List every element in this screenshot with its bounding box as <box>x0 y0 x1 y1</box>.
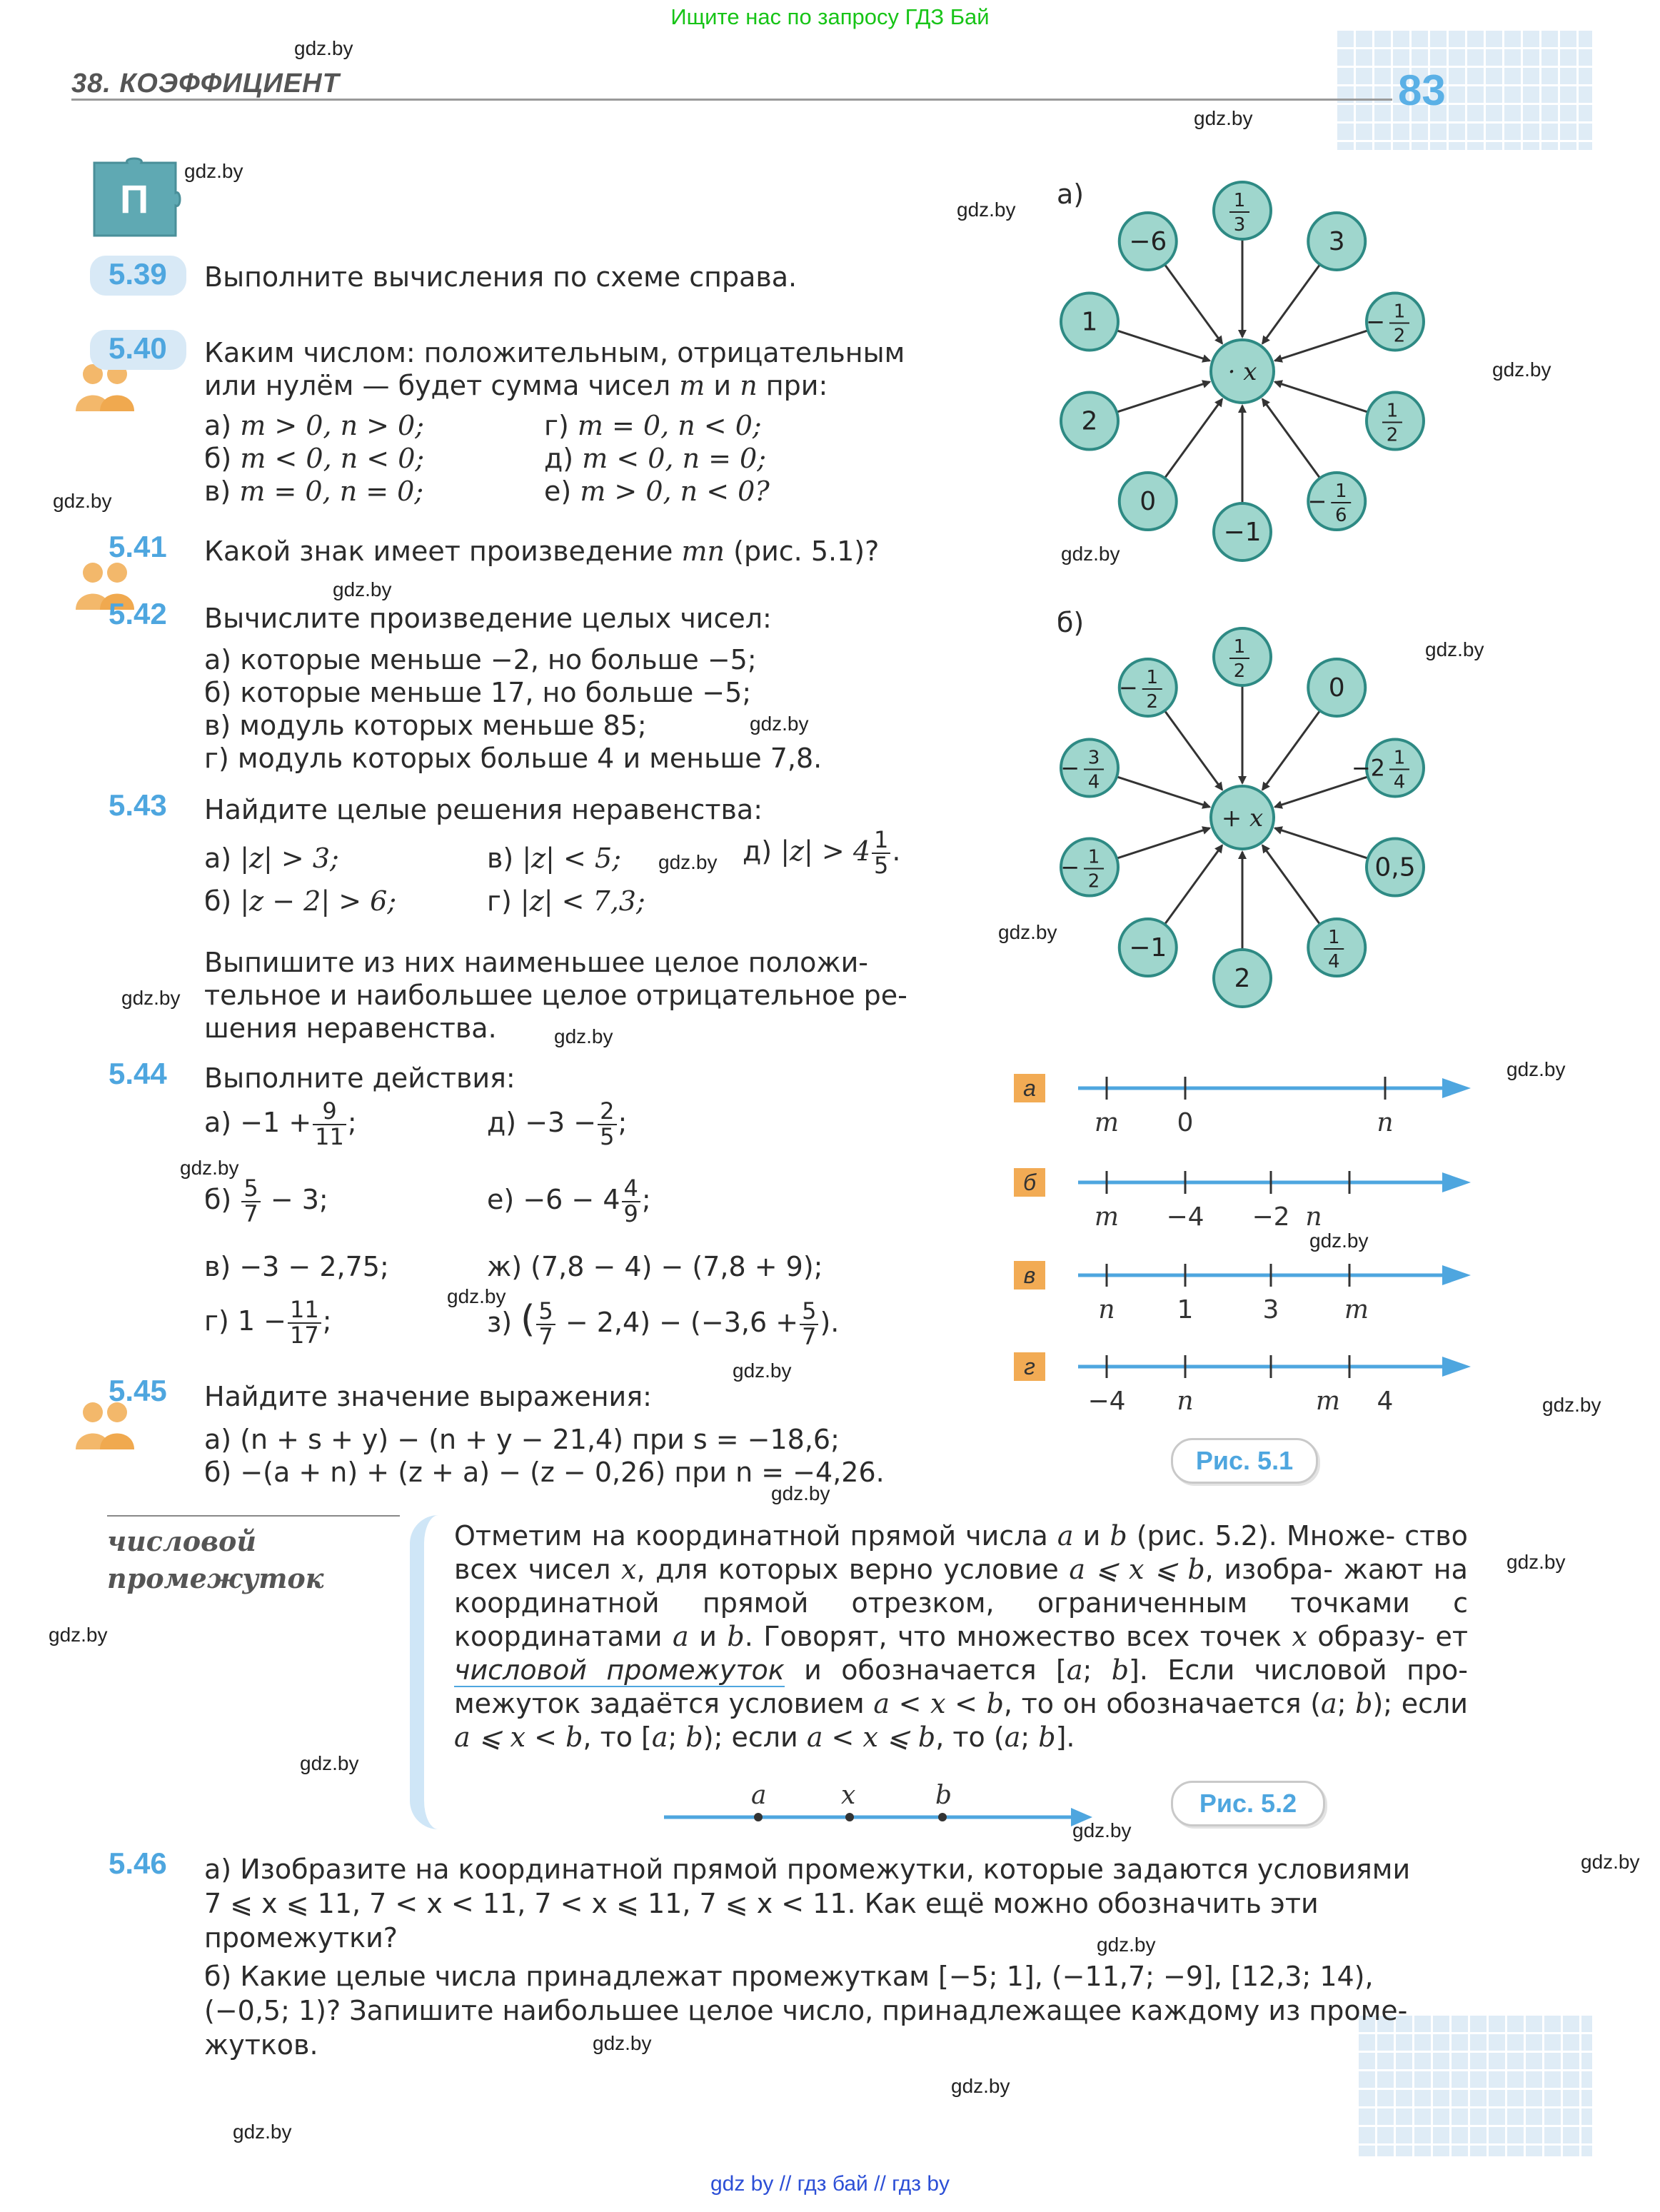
scheme-node <box>1061 393 1118 450</box>
number-line <box>1014 1352 1471 1416</box>
watermark: gdz.by <box>1492 358 1551 381</box>
watermark: gdz.by <box>771 1482 830 1504</box>
scheme-arrow <box>1275 331 1368 361</box>
svg-text:1: 1 <box>1233 636 1246 658</box>
watermark: gdz.by <box>998 921 1057 943</box>
inequality-item: г) |z| < 7,3; <box>487 885 645 917</box>
scheme-arrow <box>1275 382 1368 412</box>
svg-text:4: 4 <box>1087 771 1100 793</box>
watermark: gdz.by <box>951 2075 1010 2097</box>
watermark: gdz.by <box>1425 638 1484 660</box>
tick-label: m <box>1315 1387 1341 1416</box>
scheme-node <box>1367 839 1424 896</box>
svg-text:1: 1 <box>1081 307 1098 337</box>
number-line <box>1014 1168 1471 1232</box>
svg-text:2: 2 <box>1386 424 1399 446</box>
tick-label: 0 <box>1177 1108 1194 1137</box>
condition-item: е) m > 0, n < 0? <box>544 476 770 507</box>
watermark: gdz.by <box>1581 1851 1640 1873</box>
scheme-node <box>1308 213 1365 270</box>
definition-text: Отметим на координатной прямой числа a и b (рис. 5.2). Множе- ство всех чисел x, для которых верно условие a ⩽ x ⩽ b, изобра- жают на координатной прямой отрезком, ограниченным точками с координатами a и b. Говорят, что множество всех точек x образу- ет числовой промежуток и обозначается [a; b]. Если числовой про- межуток задаётся условием a < x < b, то он обозначается (a; b); если a ⩽ x < b, то [a; b); если a < x ⩽ b, то (a; b]. <box>454 1520 1468 1753</box>
condition-item: в) m = 0, n = 0; <box>204 476 424 507</box>
tick-label: n <box>1377 1108 1394 1137</box>
scheme-arrow <box>1117 777 1209 807</box>
svg-text:1: 1 <box>1233 190 1246 211</box>
page-number: 83 <box>1398 66 1446 114</box>
puzzle-badge-icon <box>89 157 181 241</box>
svg-text:2: 2 <box>1234 964 1251 993</box>
task-text: а) Изобразите на координатной прямой промежутки, которые задаются условиями <box>204 1854 1411 1885</box>
task-text: б) Какие целые числа принадлежат промежуткам [−5; 1], (−11,7; −9], [12,3; 14), <box>204 1961 1374 1992</box>
condition-item: в) модуль которых меньше 85; <box>204 710 647 741</box>
svg-text:2: 2 <box>1233 660 1246 682</box>
tick-label: 3 <box>1262 1295 1279 1324</box>
task-number: 5.41 <box>109 530 167 563</box>
point-x-label: x <box>841 1781 856 1810</box>
expression-item: з) ( $\frac{5}{7}$ − 2,4) − (−3,6 + $\frac{5}{7}$ ). <box>487 1297 840 1350</box>
tick-label: −4 <box>1087 1387 1126 1416</box>
watermark: gdz.by <box>1194 107 1253 129</box>
task-number: 5.40 <box>109 331 167 365</box>
tick-label: −4 <box>1166 1202 1204 1232</box>
svg-text:+ x: + x <box>1221 804 1264 833</box>
scheme-node <box>1120 213 1177 270</box>
corner-grid-top <box>1335 29 1592 150</box>
task-number: 5.42 <box>109 597 167 630</box>
scheme-node <box>1308 919 1365 976</box>
number-line-label: а <box>1023 1075 1036 1101</box>
svg-text:1: 1 <box>1146 666 1159 688</box>
scheme-arrow <box>1164 399 1222 478</box>
tick-label: n <box>1305 1202 1322 1232</box>
svg-text:1: 1 <box>1393 301 1406 323</box>
top-banner: Ищите нас по запросу ГДЗ Бай <box>670 4 990 29</box>
condition-item: д) m < 0, n = 0; <box>544 443 767 474</box>
watermark: gdz.by <box>957 198 1016 221</box>
svg-text:3: 3 <box>1328 226 1345 256</box>
condition-item: б) m < 0, n < 0; <box>204 443 425 474</box>
scheme-node <box>1060 839 1118 896</box>
number-line <box>1014 1261 1471 1324</box>
task-number: 5.43 <box>109 788 167 822</box>
svg-text:6: 6 <box>1334 505 1347 527</box>
scheme-arrow <box>1117 382 1209 412</box>
number-line-label: в <box>1023 1262 1036 1288</box>
svg-text:2: 2 <box>1081 406 1098 436</box>
scheme-node <box>1366 293 1424 350</box>
figure-5-1 <box>1014 1064 1485 1435</box>
task-text: Найдите значение выражения: <box>204 1381 652 1412</box>
scheme-arrow <box>1164 845 1222 925</box>
watermark: gdz.by <box>233 2121 292 2143</box>
task-number: 5.44 <box>109 1057 167 1090</box>
scheme-center <box>1211 786 1274 849</box>
task-number: 5.46 <box>109 1846 167 1880</box>
tick-label: 1 <box>1177 1295 1194 1324</box>
scheme-node <box>1307 473 1365 530</box>
tick-label: m <box>1094 1202 1120 1232</box>
sidebar-term: числовой промежуток <box>107 1525 324 1594</box>
svg-text:0: 0 <box>1328 673 1345 703</box>
scheme-arrow <box>1164 710 1222 790</box>
svg-text:1: 1 <box>1393 747 1406 769</box>
scheme-node <box>1119 659 1177 716</box>
task-text: жутков. <box>204 2029 318 2061</box>
scheme-label: б) <box>1057 607 1085 638</box>
watermark: gdz.by <box>294 37 353 59</box>
svg-text:2: 2 <box>1146 690 1159 713</box>
expression-item: б) −(a + n) + (z + a) − (z − 0,26) при n = −4,26. <box>204 1457 885 1488</box>
scheme-arrow <box>1275 828 1368 858</box>
svg-text:· x: · x <box>1227 358 1257 386</box>
svg-text:2: 2 <box>1087 870 1100 893</box>
watermark: gdz.by <box>53 490 112 512</box>
chapter-title: 38. КОЭФФИЦИЕНТ <box>71 69 340 99</box>
svg-text:−: − <box>1060 853 1080 881</box>
watermark: gdz.by <box>750 713 809 735</box>
svg-text:1: 1 <box>1334 481 1347 503</box>
task-text: тельное и наибольшее целое отрицательное ре- <box>204 980 907 1011</box>
task-text: (−0,5; 1)? Запишите наибольшее целое число, принадлежащее каждому из проме- <box>204 1995 1408 2026</box>
svg-text:1: 1 <box>1327 927 1340 949</box>
expression-item: а) (n + s + y) − (n + y − 21,4) при s = −18,6; <box>204 1424 840 1455</box>
scheme-node <box>1214 628 1271 685</box>
defined-term: числовой промежуток <box>454 1654 785 1686</box>
task-text: Выполните действия: <box>204 1062 515 1094</box>
scheme-arrow <box>1262 845 1320 925</box>
figure-caption-5-1: Рис. 5.1 <box>1171 1438 1318 1484</box>
task-text: промежутки? <box>204 1922 398 1954</box>
scheme-label: а) <box>1057 179 1085 210</box>
scheme-node <box>1061 293 1118 350</box>
scheme-node <box>1120 919 1177 976</box>
scheme-a <box>1042 157 1442 571</box>
scheme-arrow <box>1117 331 1209 361</box>
watermark: gdz.by <box>733 1359 792 1382</box>
number-line-label: г <box>1024 1354 1035 1379</box>
watermark: gdz.by <box>49 1624 108 1646</box>
tick-label: n <box>1098 1295 1115 1324</box>
scheme-node <box>1308 659 1365 716</box>
scheme-b <box>1042 603 1442 1017</box>
watermark: gdz.by <box>180 1157 239 1179</box>
watermark: gdz.by <box>1097 1934 1156 1956</box>
scheme-arrow <box>1164 264 1222 343</box>
svg-text:−2: −2 <box>1351 754 1385 782</box>
task-text: Выпишите из них наименьшее целое положи- <box>204 947 868 978</box>
number-line-label: б <box>1023 1170 1036 1195</box>
condition-item: г) модуль которых больше 4 и меньше 7,8. <box>204 743 823 774</box>
task-text: 7 ⩽ x ⩽ 11, 7 < x < 11, 7 < x ⩽ 11, 7 ⩽ x < 11. Как ещё можно обозначить эти <box>204 1888 1319 1919</box>
svg-text:4: 4 <box>1327 951 1340 973</box>
watermark: gdz.by <box>1072 1819 1132 1841</box>
expression-item: а) −1 + $\frac{9}{11}$ ; <box>204 1097 357 1150</box>
task-text: Какой знак имеет произведение mn (рис. 5.1)? <box>204 536 880 567</box>
tick-label: n <box>1177 1387 1194 1416</box>
scheme-node <box>1060 739 1118 796</box>
svg-text:−1: −1 <box>1223 518 1262 547</box>
figure-caption-5-2: Рис. 5.2 <box>1171 1781 1325 1826</box>
condition-item: а) m > 0, n > 0; <box>204 410 425 441</box>
watermark: gdz.by <box>447 1285 506 1307</box>
scheme-arrow <box>1262 710 1320 790</box>
watermark: gdz.by <box>1542 1394 1601 1416</box>
condition-item: б) которые меньше 17, но больше −5; <box>204 677 752 708</box>
tick-label: 4 <box>1377 1387 1394 1416</box>
inequality-item: б) |z − 2| > 6; <box>204 885 397 917</box>
svg-text:1: 1 <box>1386 400 1399 422</box>
svg-text:0,5: 0,5 <box>1374 853 1416 883</box>
expression-item: г) 1 − $\frac{11}{17}$ ; <box>204 1296 332 1349</box>
scheme-node <box>1367 393 1424 450</box>
task-text: Каким числом: положительным, отрицательным <box>204 337 905 368</box>
scheme-arrow <box>1262 399 1320 478</box>
point-b-label: b <box>935 1781 952 1810</box>
expression-item: в) −3 − 2,75; <box>204 1251 389 1282</box>
scheme-arrow <box>1117 828 1209 858</box>
watermark: gdz.by <box>1506 1058 1566 1080</box>
expression-item: е) −6 − 4 $\frac{4}{9}$ ; <box>487 1175 651 1227</box>
watermark: gdz.by <box>1309 1230 1369 1252</box>
point-a-label: a <box>751 1781 767 1810</box>
svg-text:0: 0 <box>1140 487 1157 517</box>
badge-letter: П <box>120 176 149 221</box>
tick-label: −2 <box>1252 1202 1290 1232</box>
scheme-node <box>1214 182 1271 239</box>
task-text: или нулём — будет сумма чисел m и n при: <box>204 370 828 401</box>
watermark: gdz.by <box>1506 1551 1566 1573</box>
corner-grid-bottom <box>1357 2014 1592 2156</box>
expression-item: б) $\frac{5}{7}$ − 3; <box>204 1175 328 1227</box>
scheme-node <box>1120 473 1177 530</box>
sidebar-rule <box>107 1515 400 1517</box>
inequality-item: д) |z| > 4 $\frac{1}{5}$ . <box>743 826 901 879</box>
watermark: gdz.by <box>593 2032 652 2054</box>
scheme-arrow <box>1262 264 1320 343</box>
task-text: Найдите целые решения неравенства: <box>204 794 763 825</box>
watermark: gdz.by <box>1061 543 1120 565</box>
scheme-node <box>1214 950 1271 1007</box>
task-text: шения неравенства. <box>204 1012 497 1044</box>
svg-text:−1: −1 <box>1129 933 1167 963</box>
svg-text:4: 4 <box>1393 771 1406 793</box>
svg-text:−: − <box>1307 488 1327 516</box>
task-number: 5.45 <box>109 1374 167 1407</box>
watermark: gdz.by <box>184 160 243 182</box>
watermark: gdz.by <box>658 851 718 873</box>
svg-text:3: 3 <box>1087 747 1100 769</box>
task-text: Выполните вычисления по схеме справа. <box>204 261 798 293</box>
svg-text:−: − <box>1060 754 1080 782</box>
inequality-item: а) |z| > 3; <box>204 843 339 874</box>
bottom-banner: gdz by // гдз бай // гдз by <box>710 2172 950 2196</box>
number-line <box>1014 1074 1471 1137</box>
task-number: 5.39 <box>109 257 167 291</box>
task-text: Вычислите произведение целых чисел: <box>204 603 772 634</box>
svg-text:3: 3 <box>1233 214 1246 236</box>
watermark: gdz.by <box>121 987 181 1009</box>
expression-item: д) −3 − $\frac{2}{5}$ ; <box>487 1097 628 1150</box>
svg-text:−: − <box>1118 673 1138 701</box>
inequality-item: в) |z| < 5; <box>487 843 621 874</box>
condition-item: а) которые меньше −2, но больше −5; <box>204 644 757 675</box>
watermark: gdz.by <box>554 1025 613 1047</box>
header-rule <box>71 99 1392 101</box>
tick-label: m <box>1094 1108 1120 1137</box>
svg-text:2: 2 <box>1393 325 1406 347</box>
svg-text:−6: −6 <box>1129 226 1167 256</box>
scheme-node <box>1214 503 1271 560</box>
figure-5-2 <box>657 1778 1100 1835</box>
scheme-center <box>1211 340 1274 403</box>
svg-text:−: − <box>1366 308 1385 336</box>
tick-label: m <box>1344 1295 1369 1324</box>
watermark: gdz.by <box>333 578 392 600</box>
svg-text:1: 1 <box>1087 846 1100 868</box>
scheme-node <box>1352 739 1424 796</box>
expression-item: ж) (7,8 − 4) − (7,8 + 9); <box>487 1251 823 1282</box>
watermark: gdz.by <box>300 1752 359 1774</box>
condition-item: г) m = 0, n < 0; <box>544 410 762 441</box>
